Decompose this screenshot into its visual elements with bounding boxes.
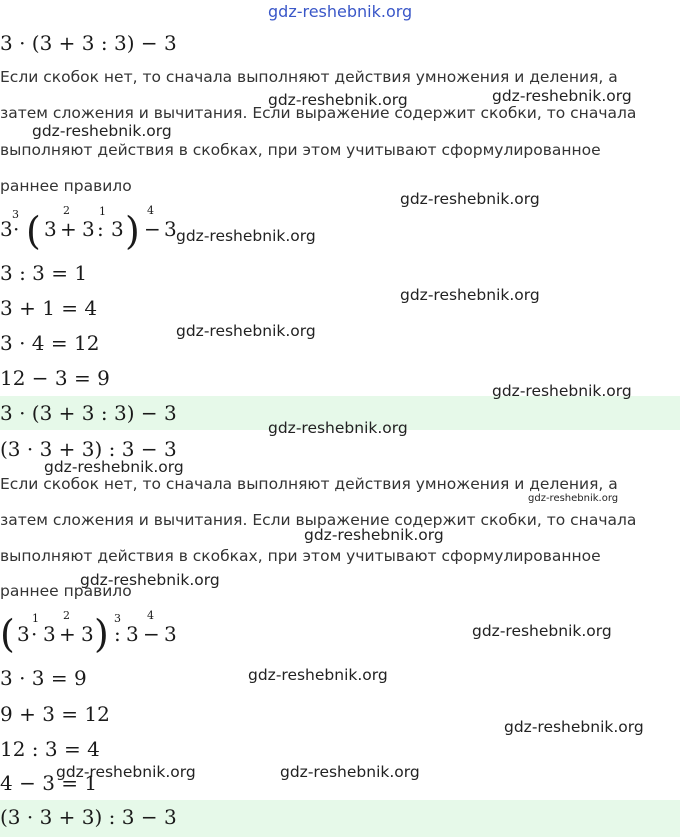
watermark: gdz-reshebnik.org	[80, 571, 220, 589]
order-term: 3	[0, 217, 13, 241]
watermark: gdz-reshebnik.org	[56, 763, 196, 781]
left-paren: (	[0, 612, 15, 656]
order-number: 3	[12, 208, 19, 221]
order-operator: −	[144, 217, 161, 241]
watermark: gdz-reshebnik.org	[492, 87, 632, 105]
order-number: 1	[32, 612, 39, 625]
watermark: gdz-reshebnik.org	[176, 322, 316, 340]
rule-line-1-4: раннее правило	[0, 177, 132, 195]
rule-line-2-3: выполняют действия в скобках, при этом учитывают сформулированное	[0, 547, 601, 565]
rule-line-1-1: Если скобок нет, то сначала выполняют действия умножения и деления, а	[0, 68, 618, 86]
order-term: 3	[164, 217, 177, 241]
answer-2: (3 · 3 + 3) : 3 − 3	[0, 805, 177, 829]
expression-2: (3 · 3 + 3) : 3 − 3	[0, 437, 177, 461]
order-term: 3	[81, 622, 94, 646]
right-paren: )	[125, 209, 140, 253]
order-term: 3	[82, 217, 95, 241]
answer-1: 3 · (3 + 3 : 3) − 3	[0, 401, 177, 425]
watermark: gdz-reshebnik.org	[32, 122, 172, 140]
order-number: 2	[63, 204, 70, 217]
watermark: gdz-reshebnik.org	[268, 91, 408, 109]
rule-line-1-2: затем сложения и вычитания. Если выражение содержит скобки, то сначала	[0, 104, 637, 122]
order-number: 3	[114, 612, 121, 625]
watermark: gdz-reshebnik.org	[268, 2, 413, 21]
order-operator: ·	[13, 217, 20, 241]
order-number: 4	[147, 204, 154, 217]
rule-line-2-4: раннее правило	[0, 582, 132, 600]
order-operator: +	[60, 217, 77, 241]
step-2-1: 3 · 3 = 9	[0, 666, 87, 690]
left-paren: (	[26, 209, 41, 253]
watermark: gdz-reshebnik.org	[176, 227, 316, 245]
rule-line-1-3: выполняют действия в скобках, при этом учитывают сформулированное	[0, 141, 601, 159]
step-1-3: 3 · 4 = 12	[0, 331, 100, 355]
step-1-2: 3 + 1 = 4	[0, 296, 98, 320]
right-paren: )	[94, 612, 109, 656]
watermark: gdz-reshebnik.org	[528, 493, 619, 504]
order-number: 2	[63, 609, 70, 622]
order-operator: :	[97, 217, 104, 241]
order-term: 3	[43, 622, 56, 646]
rule-line-2-2: затем сложения и вычитания. Если выражение содержит скобки, то сначала	[0, 511, 637, 529]
watermark: gdz-reshebnik.org	[472, 622, 612, 640]
step-1-4: 12 − 3 = 9	[0, 366, 110, 390]
order-term: 3	[126, 622, 139, 646]
watermark: gdz-reshebnik.org	[280, 763, 420, 781]
order-term: 3	[164, 622, 177, 646]
watermark: gdz-reshebnik.org	[268, 419, 408, 437]
rule-line-2-1: Если скобок нет, то сначала выполняют действия умножения и деления, а	[0, 475, 618, 493]
order-term: 3	[17, 622, 30, 646]
watermark: gdz-reshebnik.org	[304, 526, 444, 544]
order-operator: ·	[31, 622, 38, 646]
order-operator: :	[114, 622, 121, 646]
order-term: 3	[44, 217, 57, 241]
watermark: gdz-reshebnik.org	[400, 190, 540, 208]
step-2-3: 12 : 3 = 4	[0, 737, 100, 761]
order-number: 4	[147, 609, 154, 622]
step-2-2: 9 + 3 = 12	[0, 702, 110, 726]
watermark: gdz-reshebnik.org	[504, 718, 644, 736]
order-operator: +	[59, 622, 76, 646]
watermark: gdz-reshebnik.org	[400, 286, 540, 304]
expression-1: 3 · (3 + 3 : 3) − 3	[0, 31, 177, 55]
order-number: 1	[99, 205, 106, 218]
order-operator: −	[143, 622, 160, 646]
watermark: gdz-reshebnik.org	[248, 666, 388, 684]
step-2-4: 4 − 3 = 1	[0, 771, 98, 795]
step-1-1: 3 : 3 = 1	[0, 261, 88, 285]
watermark: gdz-reshebnik.org	[492, 382, 632, 400]
order-term: 3	[111, 217, 124, 241]
watermark: gdz-reshebnik.org	[44, 458, 184, 476]
